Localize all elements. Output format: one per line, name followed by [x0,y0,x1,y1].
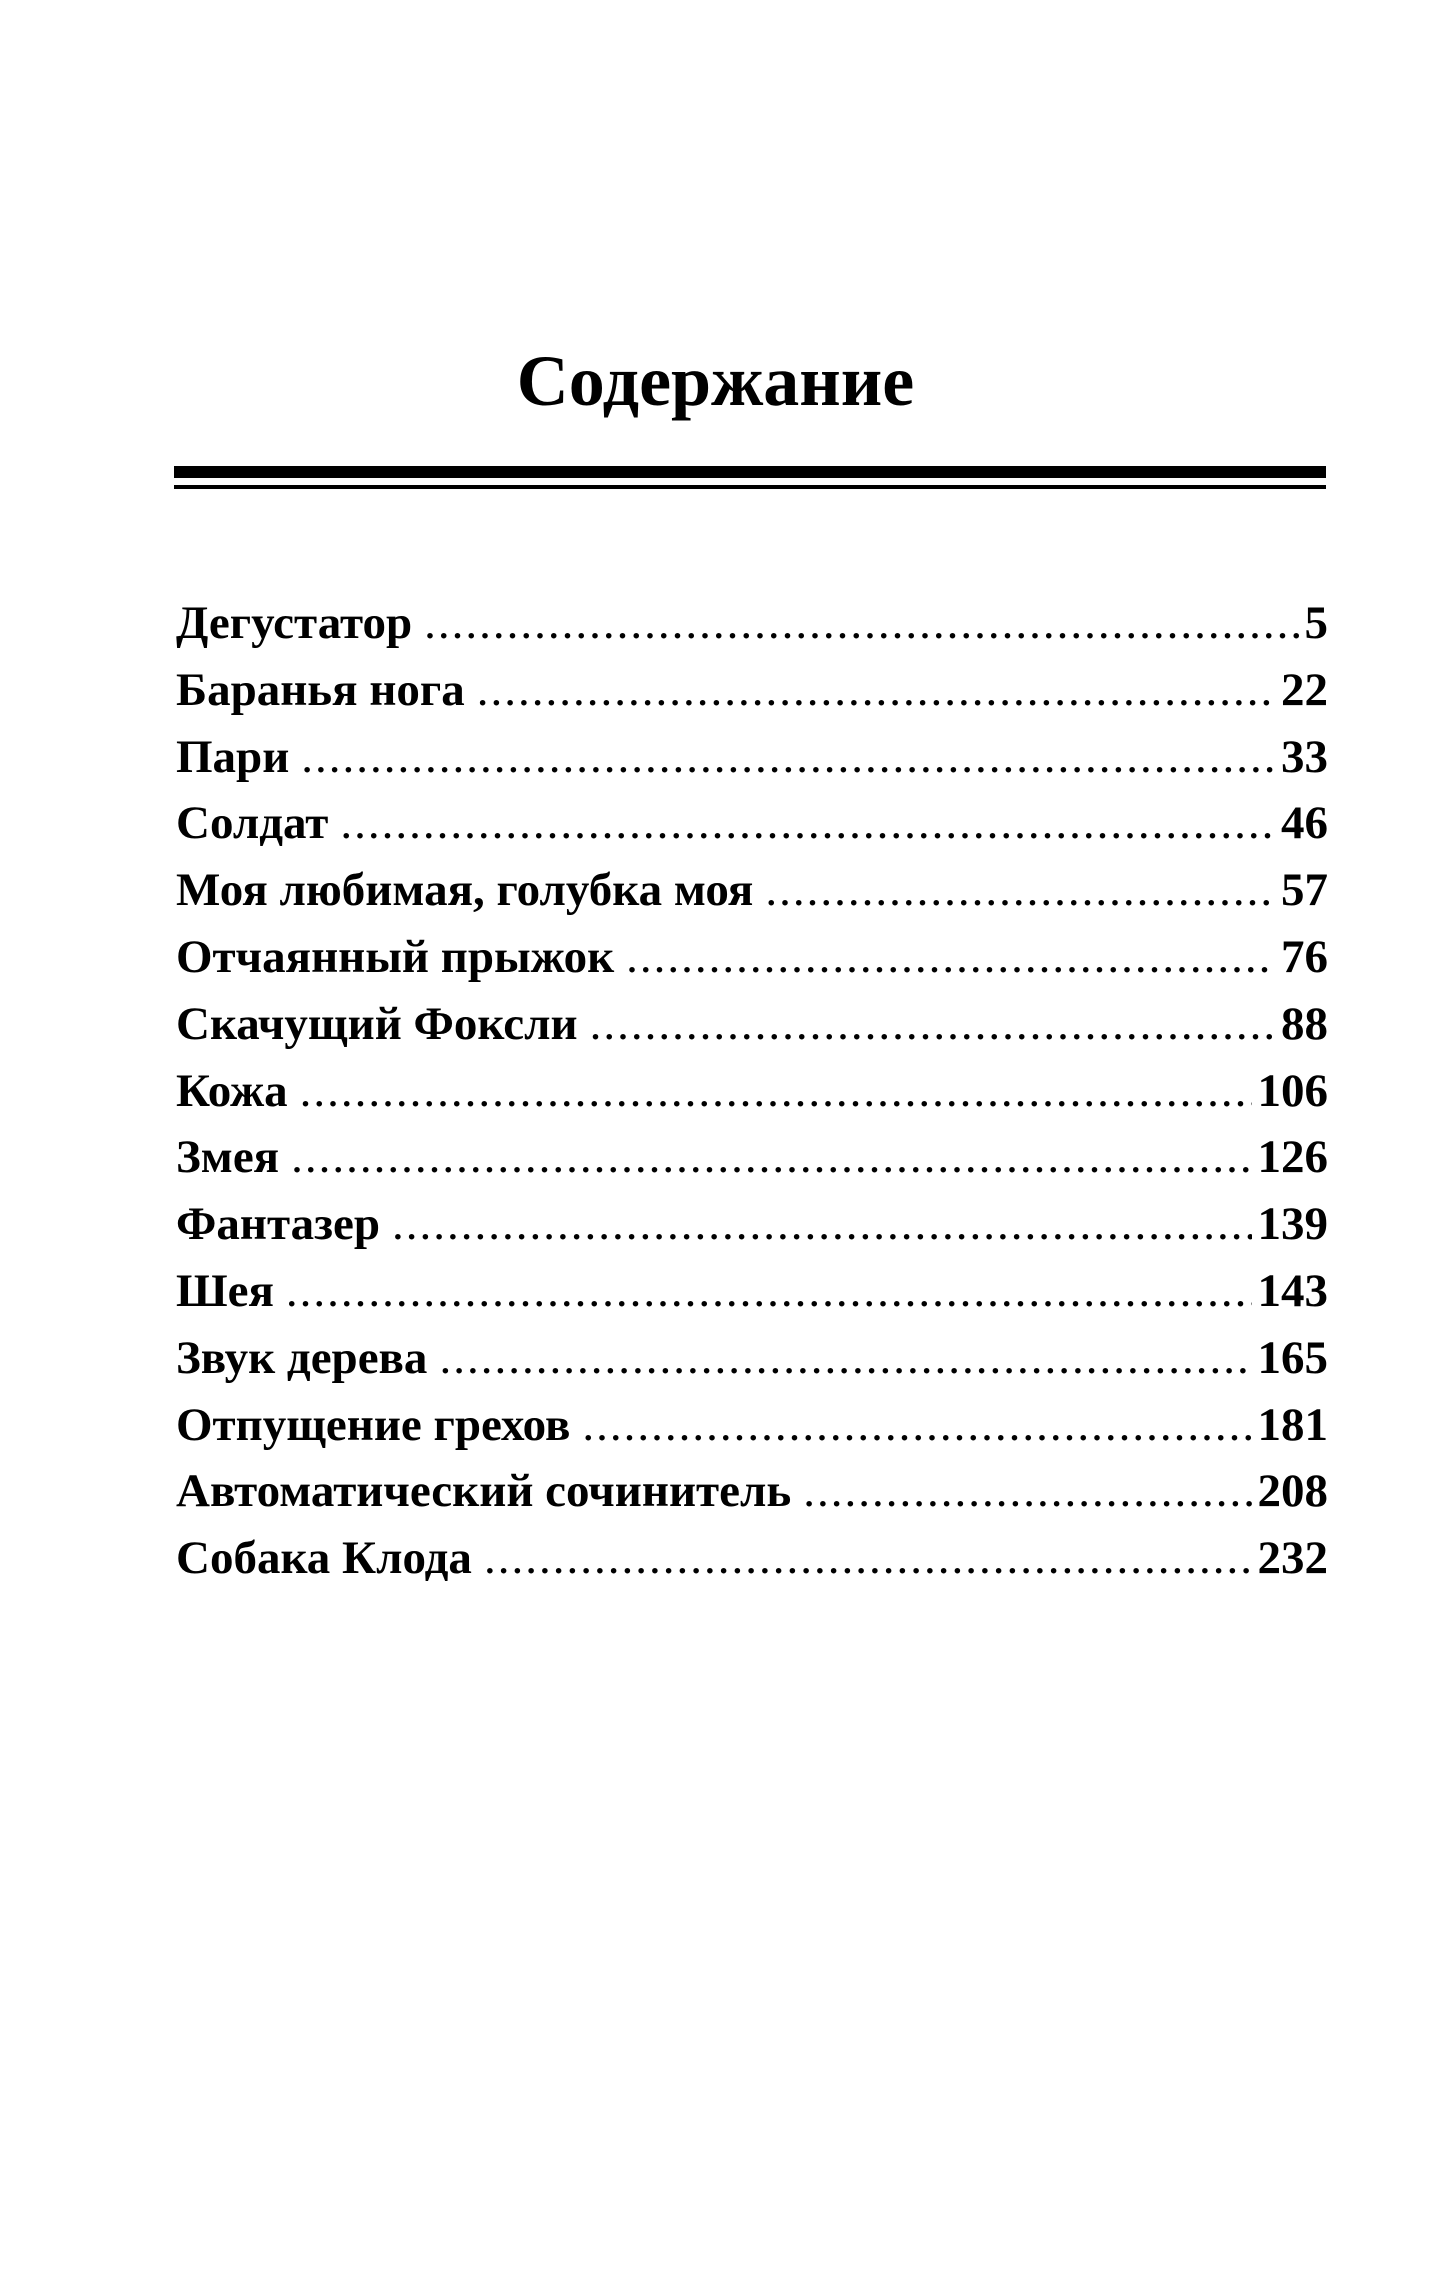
toc-dot-leader [582,1392,1251,1459]
toc-entry [176,657,1328,724]
toc-entry [176,924,1328,991]
toc-entry-title: Отчаянный прыжок [176,930,615,983]
toc-dot-leader [291,1124,1251,1191]
toc-entry-title: Звук дерева [176,1331,428,1384]
page-title: Содержание [516,341,915,421]
toc-entry-title: Фантазер [176,1198,380,1251]
toc-entry [176,724,1328,791]
toc-entry [176,590,1328,657]
toc-dot-leader [340,790,1275,857]
toc-entry-page: 165 [1257,1331,1328,1384]
toc-entry-title: Шея [176,1264,274,1317]
toc-entry-page: 5 [1304,597,1328,649]
toc-entry [176,1124,1328,1191]
heading-rule-thin [174,485,1326,489]
heading-rule-thick [174,466,1326,478]
toc-dot-leader [286,1258,1252,1325]
toc-entry [176,1392,1328,1459]
toc-entry-page: 46 [1281,797,1328,850]
toc-entry [176,1258,1328,1325]
toc-entry-page: 106 [1257,1064,1328,1117]
toc-entry-page: 76 [1281,930,1328,983]
toc-entry-page: 22 [1281,663,1328,716]
toc-entry-page: 139 [1257,1198,1328,1251]
toc-entry [176,857,1328,924]
toc-entry-page: 208 [1257,1465,1328,1518]
toc-dot-leader [424,590,1298,657]
toc-dot-leader [477,657,1275,724]
toc-entry-title: Пари [176,730,290,783]
toc-dot-leader [484,1525,1252,1592]
toc-entry-title: Скачущий Фоксли [176,997,578,1050]
toc-dot-leader [626,924,1275,991]
toc-entry [176,1191,1328,1258]
toc-entry-title: Кожа [176,1064,288,1117]
toc-entry-title: Змея [176,1131,280,1184]
toc-entry [176,991,1328,1058]
toc-entry [176,1325,1328,1392]
toc-dot-leader [392,1191,1252,1258]
toc-entry-page: 181 [1257,1398,1328,1451]
toc-entry [176,1458,1328,1525]
toc-entry-title: Баранья нога [176,663,465,716]
toc-entry-page: 57 [1281,864,1328,917]
toc-entry [176,790,1328,857]
toc-dot-leader [590,991,1275,1058]
toc-entry [176,1525,1328,1592]
toc-entry-page: 143 [1257,1264,1328,1317]
toc-entry-title: Собака Клода [176,1532,472,1585]
toc-dot-leader [439,1325,1251,1392]
toc-entry-title: Моя любимая, голубка моя [176,864,754,917]
toc-dot-leader [803,1458,1251,1525]
toc-dot-leader [301,724,1275,791]
toc-entry-page: 33 [1281,730,1328,783]
toc-entry-page: 126 [1257,1131,1328,1184]
toc-entry-title: Солдат [176,797,329,850]
toc-entry-page: 88 [1281,997,1328,1050]
toc-entry [176,1058,1328,1125]
toc-dot-leader [765,857,1275,924]
toc-entry-title: Дегустатор [176,597,413,649]
toc-entry-title: Автоматический сочинитель [176,1465,792,1518]
toc-dot-leader [300,1058,1252,1125]
toc-entry-page: 232 [1257,1532,1328,1585]
toc-entry-title: Отпущение грехов [176,1398,571,1451]
table-of-contents [176,590,1328,1592]
